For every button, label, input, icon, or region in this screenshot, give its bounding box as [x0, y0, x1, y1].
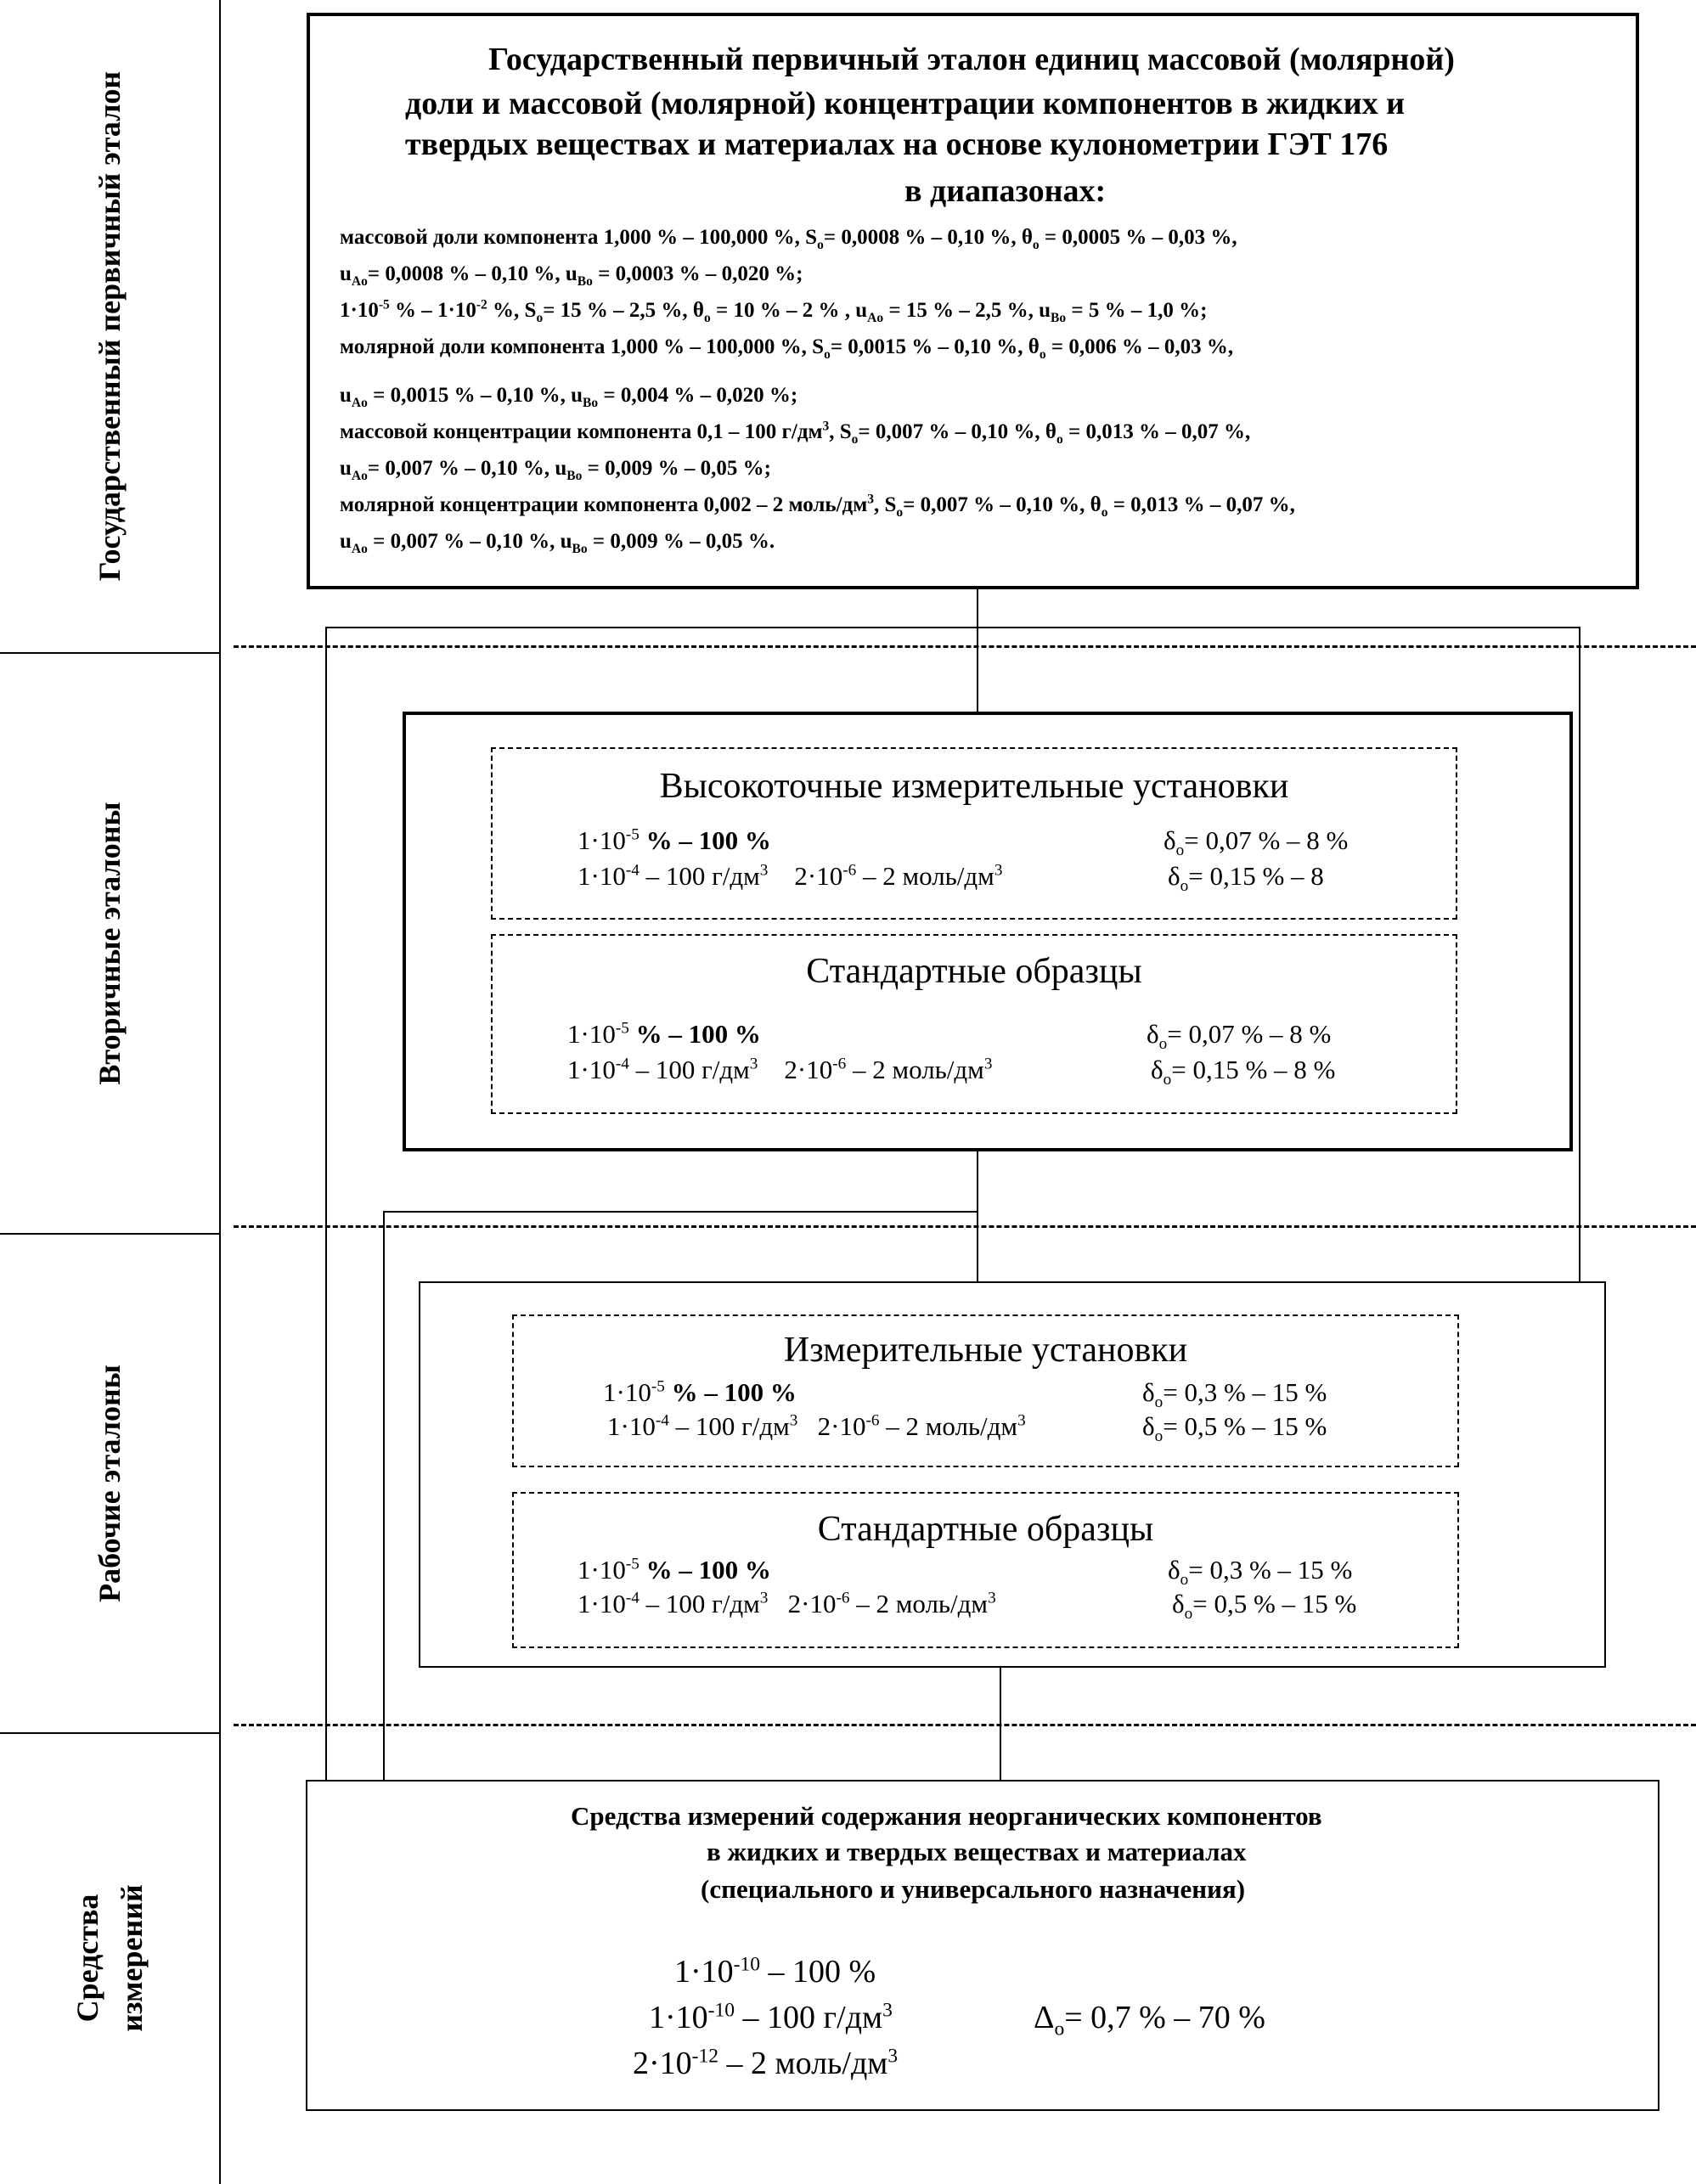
- inner-bypass-left: [383, 1211, 385, 1782]
- working-installations-title: Измерительные установки: [783, 1331, 1188, 1370]
- primary-title-line-3: твердых веществах и материалах на основе кулонометрии ГЭТ 176: [405, 127, 1389, 162]
- left-column-border: [219, 0, 221, 2184]
- secondary-installations-block: [491, 747, 1457, 920]
- secondary-installations-range-1: $1\cdot 10^{-5}$ % – 100 %: [578, 825, 771, 855]
- connector-working-down: [1000, 1666, 1001, 1782]
- primary-mass-fraction-u-line: $u_{Ao}= 0,0008$ % – 0,10 %, $u_{Bo} = 0,0003$ % – 0,020 %;: [340, 262, 803, 289]
- instruments-range-3: $2\cdot 10^{-12} - 2$ моль/$дм^3$: [633, 2045, 899, 2081]
- primary-title-line-1: Государственный первичный эталон единиц массовой (молярной): [488, 42, 1455, 77]
- primary-title-line-4: в диапазонах:: [904, 173, 1107, 209]
- instruments-title-line-1: Средства измерений содержания неорганических компонентов: [571, 1801, 1322, 1831]
- secondary-reference-materials-block: [491, 934, 1457, 1114]
- working-installations-delta-1: $\delta_o= 0,3$ % – 15 %: [1142, 1377, 1327, 1412]
- working-reference-materials-range-1: $1\cdot 10^{-5}$ % – 100 %: [578, 1555, 771, 1585]
- primary-molar-fraction-u-line: $u_{Ao} = 0,0015$ % – 0,10 %, $u_{Bo} = 0,004$ % – 0,020 %;: [340, 384, 798, 410]
- instruments-range-1: $1\cdot 10^{-10} - 100$ %: [674, 1953, 876, 1990]
- outer-bypass-left: [325, 627, 327, 1782]
- secondary-reference-materials-delta-1: $\delta_o= 0,07$ % – 8 %: [1147, 1019, 1332, 1054]
- level-primary-label: Государственный первичный эталон: [93, 70, 127, 582]
- working-installations-delta-2: $\delta_o= 0,5$ % – 15 %: [1142, 1411, 1327, 1446]
- level-primary-cell: [0, 0, 219, 654]
- secondary-standards-box: [403, 712, 1573, 1151]
- primary-mass-concentration-line: массовой концентрации компонента 0,1 – 100 $г/дм^3$, $S_o= 0,007$ % – 0,10 %, $\theta_o = 0,013$ % – 0,07 %,: [340, 419, 1251, 447]
- outer-bypass-top: [325, 627, 1580, 628]
- instruments-box: [306, 1780, 1659, 2111]
- secondary-installations-range-2: $1\cdot 10^{-4} - 100$ $г/дм^3$ $2\cdot 10^{-6} - 2$ моль/$дм^3$: [578, 861, 1003, 891]
- separator-1: [234, 645, 1696, 648]
- level-instruments-cell: [0, 1734, 219, 2182]
- primary-mass-fraction-line: массовой доли компонента 1,000 % – 100,000 %, $S_o= 0,0008$ % – 0,10 %, $\theta_o = 0,0005$ % – 0,03 %,: [340, 226, 1237, 252]
- secondary-reference-materials-range-2: $1\cdot 10^{-4} - 100$ $г/дм^3$ $2\cdot 10^{-6} - 2$ моль/$дм^3$: [567, 1055, 993, 1084]
- working-installations-block: [512, 1314, 1459, 1467]
- level-working-cell: [0, 1235, 219, 1734]
- working-standards-box: [419, 1281, 1606, 1668]
- working-reference-materials-title: Стандартные образцы: [817, 1510, 1154, 1549]
- working-reference-materials-delta-1: $\delta_o= 0,3$ % – 15 %: [1168, 1555, 1353, 1590]
- separator-3: [234, 1724, 1696, 1726]
- separator-2: [234, 1225, 1696, 1228]
- primary-molar-concentration-line: молярной концентрации компонента 0,002 – 2 моль/$дм^3$, $S_o= 0,007$ % – 0,10 %, $\theta_o = 0,013$ % – 0,07 %,: [340, 492, 1295, 520]
- secondary-reference-materials-title: Стандартные образцы: [806, 952, 1142, 991]
- level-working-label: Рабочие эталоны: [93, 1365, 127, 1602]
- secondary-installations-title: Высокоточные измерительные установки: [659, 767, 1289, 806]
- working-reference-materials-delta-2: $\delta_o= 0,5$ % – 15 %: [1172, 1589, 1357, 1624]
- inner-bypass-top: [383, 1211, 978, 1213]
- primary-title-line-2: доли и массовой (молярной) концентрации компонентов в жидких и: [405, 86, 1405, 121]
- secondary-reference-materials-range-1: $1\cdot 10^{-5}$ % – 100 %: [567, 1019, 761, 1049]
- instruments-delta: $\Delta_o= 0,7$ % – 70 %: [1034, 2000, 1265, 2040]
- working-reference-materials-block: [512, 1492, 1459, 1648]
- secondary-reference-materials-delta-2: $\delta_o= 0,15$ % – 8 %: [1151, 1055, 1336, 1089]
- working-reference-materials-range-2: $1\cdot 10^{-4} - 100$ $г/дм^3$ $2\cdot 10^{-6} - 2$ моль/$дм^3$: [578, 1589, 996, 1618]
- connector-secondary-down: [977, 1150, 978, 1283]
- level-secondary-cell: [0, 654, 219, 1235]
- outer-bypass-right: [1579, 627, 1580, 1283]
- primary-low-range-line: $1\cdot 10^{-5}$ % – $1\cdot 10^{-2}$ %, $S_o= 15$ % – 2,5 %, $\theta_o = 10$ % – 2 % , $u_{Ao} = 15$ % – 2,5 %, $u_{Bo} = 5$ % – 1,0 %;: [340, 297, 1208, 325]
- secondary-installations-delta-2: $\delta_o= 0,15$ % – 8: [1168, 861, 1324, 896]
- level-instruments-label: Средства измерений: [70, 1884, 149, 2032]
- secondary-installations-delta-1: $\delta_o= 0,07$ % – 8 %: [1164, 825, 1349, 860]
- working-installations-range-1: $1\cdot 10^{-5}$ % – 100 %: [603, 1377, 797, 1407]
- instruments-title-line-2: в жидких и твердых веществах и материалах: [707, 1837, 1247, 1866]
- working-installations-range-2: $1\cdot 10^{-4} - 100$ $г/дм^3$ $2\cdot 10^{-6} - 2$ моль/$дм^3$: [607, 1411, 1026, 1441]
- instruments-range-2: $1\cdot 10^{-10} - 100$ $г/дм^3$: [649, 1999, 893, 2035]
- instruments-title-line-3: (специального и универсального назначения): [701, 1874, 1246, 1904]
- primary-mass-concentration-u-line: $u_{Ao}= 0,007$ % – 0,10 %, $u_{Bo} = 0,009$ % – 0,05 %;: [340, 457, 771, 483]
- primary-molar-fraction-line: молярной доли компонента 1,000 % – 100,000 %, $S_o= 0,0015$ % – 0,10 %, $\theta_o = 0,006$ % – 0,03 %,: [340, 335, 1234, 362]
- connector-primary-down: [977, 588, 978, 715]
- primary-molar-concentration-u-line: $u_{Ao} = 0,007$ % – 0,10 %, $u_{Bo} = 0,009$ % – 0,05 %.: [340, 530, 775, 556]
- level-secondary-label: Вторичные эталоны: [93, 802, 127, 1085]
- primary-standard-box: [307, 13, 1639, 589]
